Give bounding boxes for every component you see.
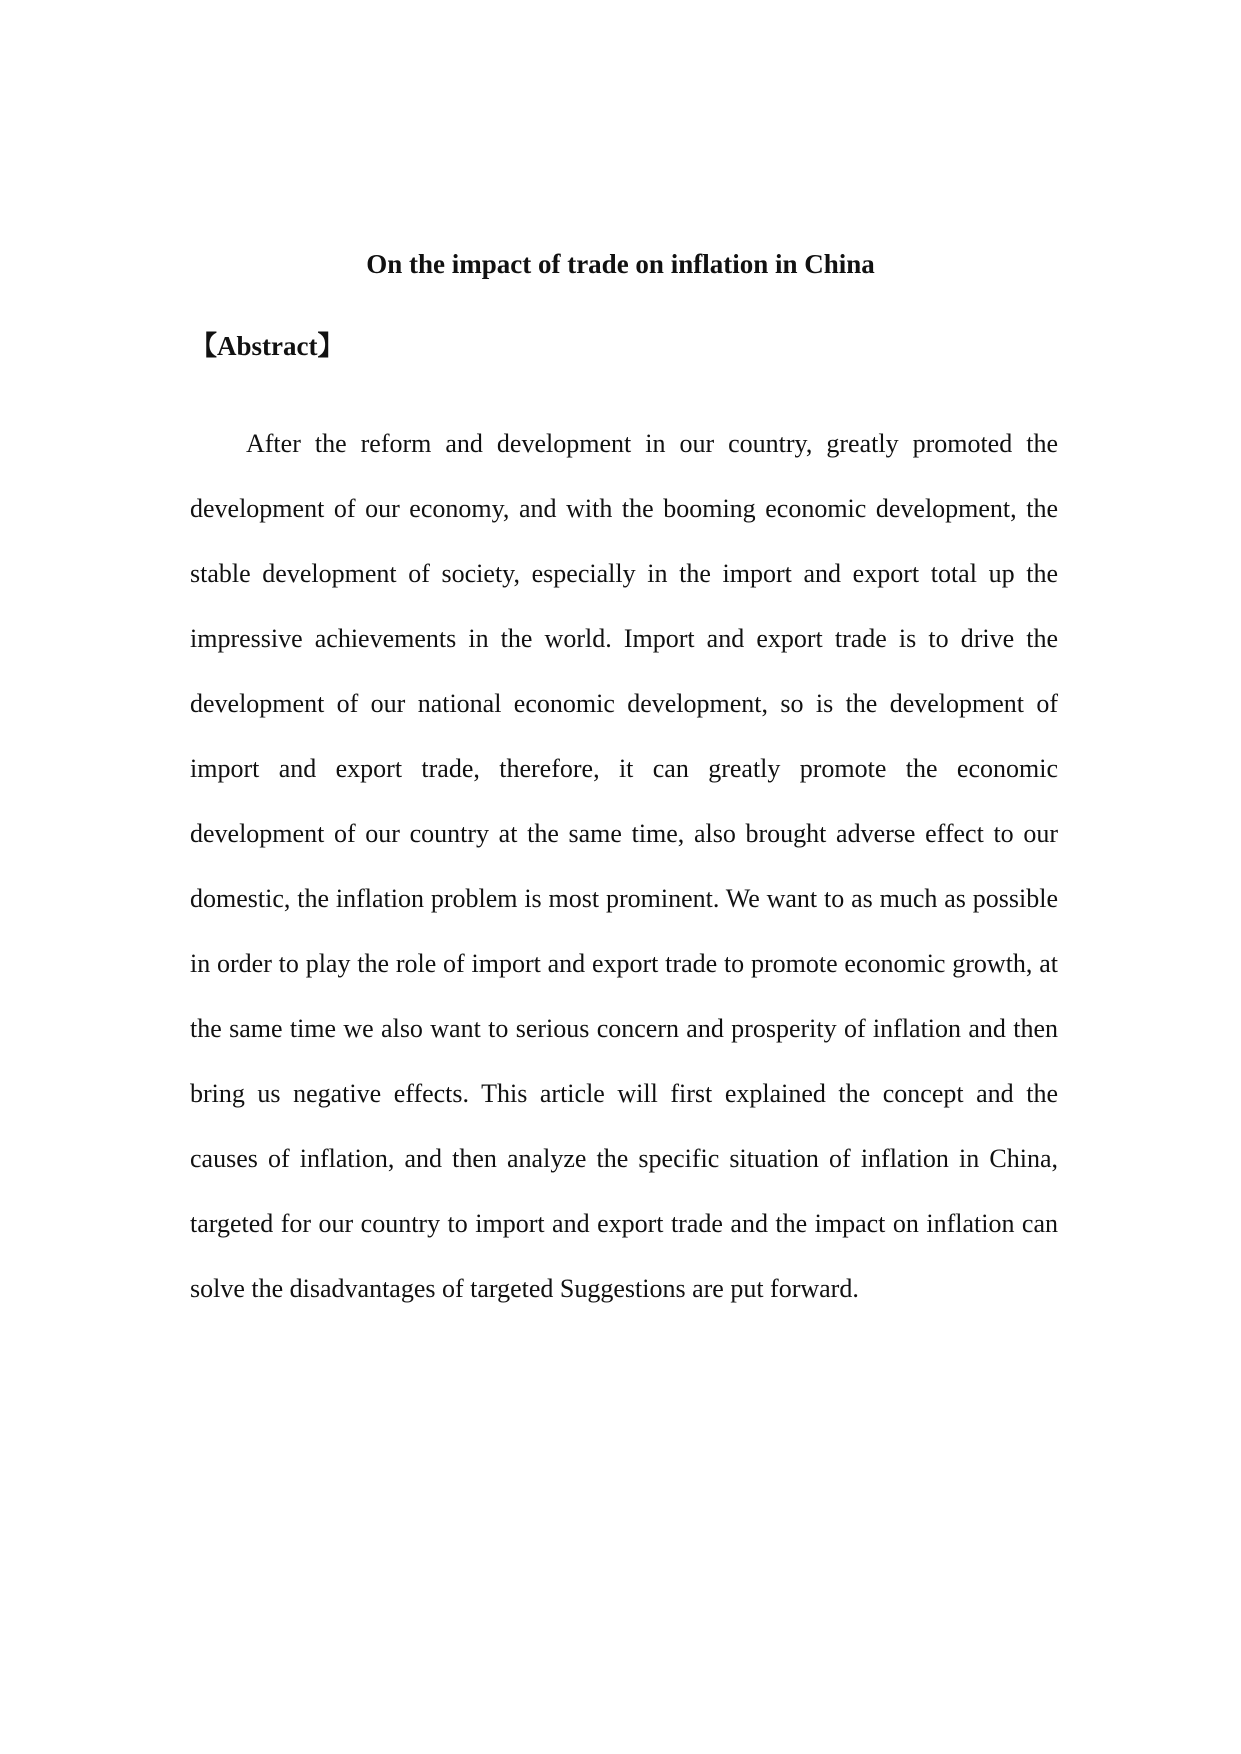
abstract-paragraph: After the reform and development in our country, greatly promoted the development of our economy, and with the booming economic development, the stable development of society, especially in the import and export total up the impressive achievements in the world. Import and export trade is to drive the development of our national economic development, so is the development of import and export trade, therefore, it can greatly promote the economic development of our country at the same time, also brought adverse effect to our domestic, the inflation problem is most prominent. We want to as much as possible in order to play the role of import and export trade to promote economic growth, at the same time we also want to serious concern and prosperity of inflation and then bring us negative effects. This article will first explained the concept and the causes of inflation, and then analyze the specific situation of inflation in China, targeted for our country to import and export trade and the impact on inflation can solve the disadvantages of targeted Suggestions are put forward. bbox=[190, 429, 1058, 1303]
document-title: On the impact of trade on inflation in China bbox=[366, 249, 875, 279]
abstract-heading: 【Abstract】 bbox=[190, 331, 345, 361]
